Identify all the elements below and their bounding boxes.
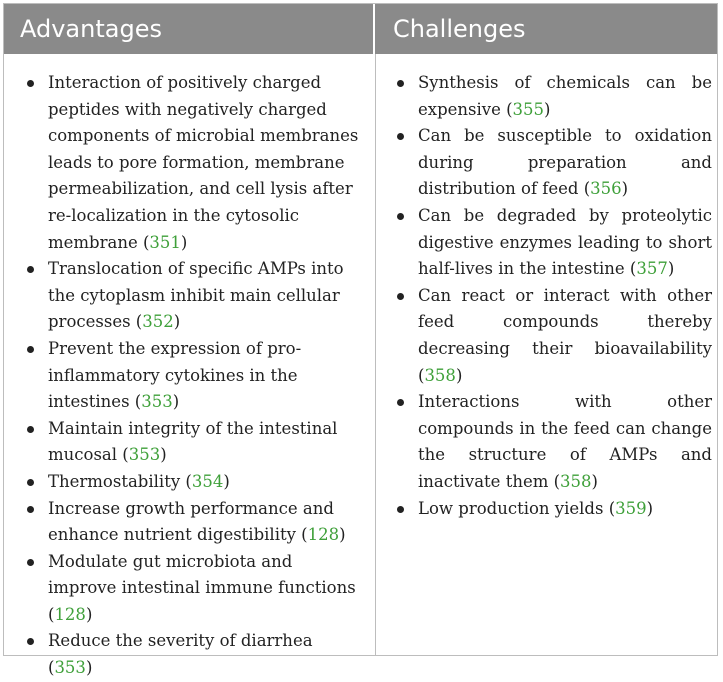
bullet-icon [397, 80, 404, 87]
item-text-end: ) [544, 99, 551, 119]
item-text: Can react or interact with other feed compounds thereby decreasing their bioavailability ( [418, 285, 712, 385]
item-text-end: ) [223, 471, 230, 491]
reference-link[interactable]: 352 [142, 312, 174, 332]
reference-link[interactable]: 351 [149, 232, 181, 252]
list-item [24, 256, 362, 336]
item-text-end: ) [160, 445, 167, 465]
reference-link[interactable]: 359 [615, 498, 647, 518]
item-text-end: ) [667, 259, 675, 279]
comparison-table [3, 3, 718, 678]
bullet-icon [27, 559, 34, 566]
item-text-end: ) [591, 471, 598, 491]
advantages-header: Advantages [4, 4, 375, 54]
item-text-end: ) [85, 658, 93, 678]
advantages-column [4, 54, 376, 678]
reference-link[interactable]: 358 [560, 471, 592, 491]
bullet-icon [27, 479, 34, 486]
bullet-icon [397, 399, 404, 406]
list-item [24, 549, 362, 629]
reference-link[interactable]: 353 [128, 445, 161, 465]
list-item [394, 70, 712, 123]
reference-link[interactable]: 353 [54, 658, 86, 678]
list-item [24, 336, 362, 416]
reference-link[interactable]: 353 [141, 392, 173, 412]
list-item [394, 389, 712, 495]
bullet-icon [27, 266, 34, 273]
item-text: Modulate gut microbiota and improve intestinal immune functions ( [48, 551, 356, 624]
challenges-list [394, 70, 712, 522]
list-item [394, 496, 712, 523]
item-text-end: ) [621, 179, 629, 199]
reference-link[interactable]: 354 [191, 471, 224, 491]
reference-link[interactable]: 128 [307, 525, 340, 545]
reference-link[interactable]: 128 [54, 604, 86, 624]
bullet-icon [27, 426, 34, 433]
bullet-icon [27, 506, 34, 513]
bullet-icon [27, 346, 34, 353]
bullet-icon [27, 80, 34, 87]
challenges-header: Challenges [393, 15, 526, 43]
list-item [394, 203, 712, 283]
list-item [24, 469, 362, 496]
bullet-icon [397, 506, 404, 513]
item-text-end: ) [172, 392, 180, 412]
list-item [394, 123, 712, 203]
item-text-end: ) [646, 498, 654, 518]
list-item [394, 283, 712, 389]
item-text: Interaction of positively charged peptides with negatively charged components of microbial membranes leads to pore formation, membrane permeabilization, and cell lysis after re-localization in the cytosolic membrane ( [48, 73, 359, 252]
table-header-row [4, 4, 717, 54]
item-text-end: ) [339, 525, 346, 545]
item-text: Maintain integrity of the intestinal mucosal ( [48, 418, 338, 465]
item-text: Interactions with other compounds in the feed can change the structure of AMPs and inactivate them ( [418, 392, 712, 491]
reference-link[interactable]: 356 [590, 179, 622, 199]
bullet-icon [27, 638, 34, 645]
advantages-list [24, 70, 362, 682]
list-item [24, 416, 362, 469]
item-text-end: ) [173, 312, 181, 332]
item-text: Can be degraded by proteolytic digestive enzymes leading to short half-lives in the intestine ( [418, 205, 712, 279]
item-text-end: ) [455, 365, 463, 385]
item-text: Reduce the severity of diarrhea ( [48, 631, 313, 678]
item-text: Increase growth performance and enhance nutrient digestibility ( [48, 498, 334, 545]
item-text: Translocation of specific AMPs into the cytoplasm inhibit main cellular processes ( [48, 259, 344, 332]
bullet-icon [397, 213, 404, 220]
item-text: Synthesis of chemicals can be expensive ( [418, 73, 712, 119]
challenges-column [376, 54, 717, 655]
item-text: Can be susceptible to oxidation during preparation and distribution of feed ( [418, 126, 712, 199]
list-item [24, 70, 362, 256]
item-text: Thermostability ( [48, 471, 192, 491]
bullet-icon [397, 293, 404, 300]
list-item [24, 628, 362, 681]
reference-link[interactable]: 355 [512, 99, 545, 119]
item-text-end: ) [180, 232, 188, 252]
list-item [24, 496, 362, 549]
item-text: Low production yields ( [418, 498, 616, 518]
reference-link[interactable]: 358 [424, 365, 456, 385]
item-text: Prevent the expression of pro-inflammatory cytokines in the intestines ( [48, 338, 302, 412]
item-text-end: ) [85, 604, 93, 624]
bullet-icon [397, 133, 404, 140]
reference-link[interactable]: 357 [636, 259, 668, 279]
